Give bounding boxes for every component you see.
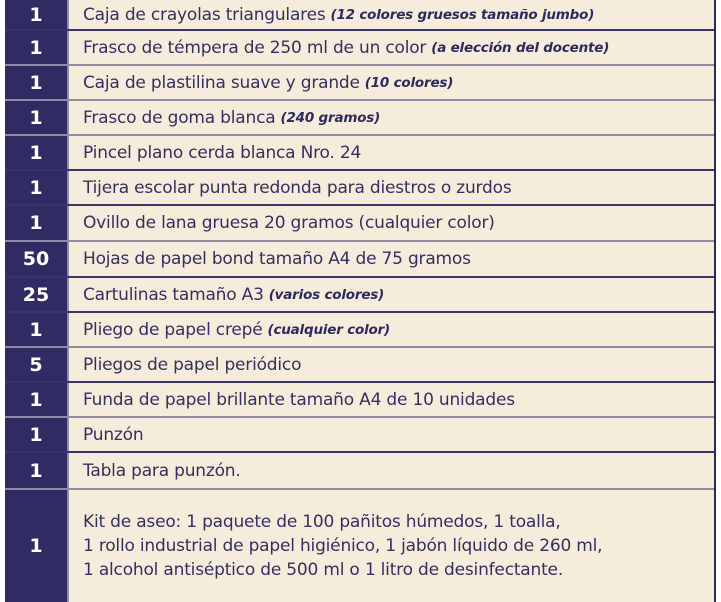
quantity-cell: 1 — [5, 0, 69, 29]
item-text: Tijera escolar punta redonda para diestros o zurdos — [83, 177, 512, 198]
description-cell — [69, 31, 714, 64]
item-text: Pincel plano cerda blanca Nro. 24 — [83, 142, 362, 163]
item-text: Frasco de goma blanca — [83, 107, 276, 128]
table-row — [5, 348, 714, 383]
description-cell — [69, 453, 714, 488]
item-text: Caja de crayolas triangulares — [83, 4, 326, 25]
table-row — [5, 136, 714, 171]
description-cell — [69, 171, 714, 204]
kit-line: 1 alcohol antiséptico de 500 ml o 1 litro de desinfectante. — [83, 560, 564, 580]
table-row — [5, 418, 714, 453]
table-row — [5, 31, 714, 66]
item-text: Hojas de papel bond tamaño A4 de 75 gramos — [83, 249, 471, 269]
description-cell — [69, 242, 714, 276]
item-text: Cartulinas tamaño A3 — [83, 284, 264, 305]
description-cell — [69, 383, 714, 416]
description-cell — [69, 101, 714, 134]
item-text: Pliegos de papel periódico — [83, 354, 302, 375]
description-cell — [69, 418, 714, 451]
item-text: Funda de papel brillante tamaño A4 de 10 unidades — [83, 389, 515, 410]
item-note: (10 colores) — [364, 74, 454, 91]
description-cell — [69, 490, 714, 602]
description-cell — [69, 0, 714, 29]
quantity-cell: 1 — [5, 490, 69, 602]
item-text: Punzón — [83, 424, 144, 445]
quantity-cell: 5 — [5, 348, 69, 381]
description-cell — [69, 206, 714, 240]
item-note: (cualquier color) — [267, 321, 391, 338]
item-text: Ovillo de lana gruesa 20 gramos (cualquier color) — [83, 213, 495, 233]
quantity-cell: 1 — [5, 31, 69, 64]
quantity-cell: 1 — [5, 136, 69, 169]
table-row — [5, 313, 714, 348]
item-note: (a elección del docente) — [431, 39, 610, 56]
table-row — [5, 171, 714, 206]
quantity-cell: 1 — [5, 101, 69, 134]
description-cell — [69, 313, 714, 346]
item-note: (12 colores gruesos tamaño jumbo) — [330, 6, 595, 23]
table-row — [5, 278, 714, 313]
table-row — [5, 242, 714, 278]
table-row — [5, 66, 714, 101]
item-note: (varios colores) — [268, 286, 385, 303]
quantity-cell: 1 — [5, 418, 69, 451]
table-row — [5, 206, 714, 242]
item-note: (240 gramos) — [280, 109, 381, 126]
table-row-kit — [5, 490, 714, 602]
item-text: Tabla para punzón. — [83, 460, 241, 481]
quantity-cell: 1 — [5, 313, 69, 346]
quantity-cell: 25 — [5, 278, 69, 311]
table-row — [5, 101, 714, 136]
kit-line: Kit de aseo: 1 paquete de 100 pañitos húmedos, 1 toalla, — [83, 512, 561, 532]
description-cell — [69, 66, 714, 99]
quantity-cell: 50 — [5, 242, 69, 276]
quantity-cell: 1 — [5, 206, 69, 240]
table-row — [5, 453, 714, 490]
table-row — [5, 0, 714, 31]
quantity-cell: 1 — [5, 171, 69, 204]
school-supplies-table — [5, 0, 716, 602]
quantity-cell: 1 — [5, 383, 69, 416]
quantity-cell: 1 — [5, 453, 69, 488]
description-cell — [69, 278, 714, 311]
description-cell — [69, 348, 714, 381]
table-row — [5, 383, 714, 418]
item-text: Caja de plastilina suave y grande — [83, 72, 360, 93]
quantity-cell: 1 — [5, 66, 69, 99]
item-text: Frasco de témpera de 250 ml de un color — [83, 37, 427, 58]
description-cell — [69, 136, 714, 169]
item-text: Pliego de papel crepé — [83, 319, 263, 340]
kit-line: 1 rollo industrial de papel higiénico, 1 jabón líquido de 260 ml, — [83, 536, 603, 556]
